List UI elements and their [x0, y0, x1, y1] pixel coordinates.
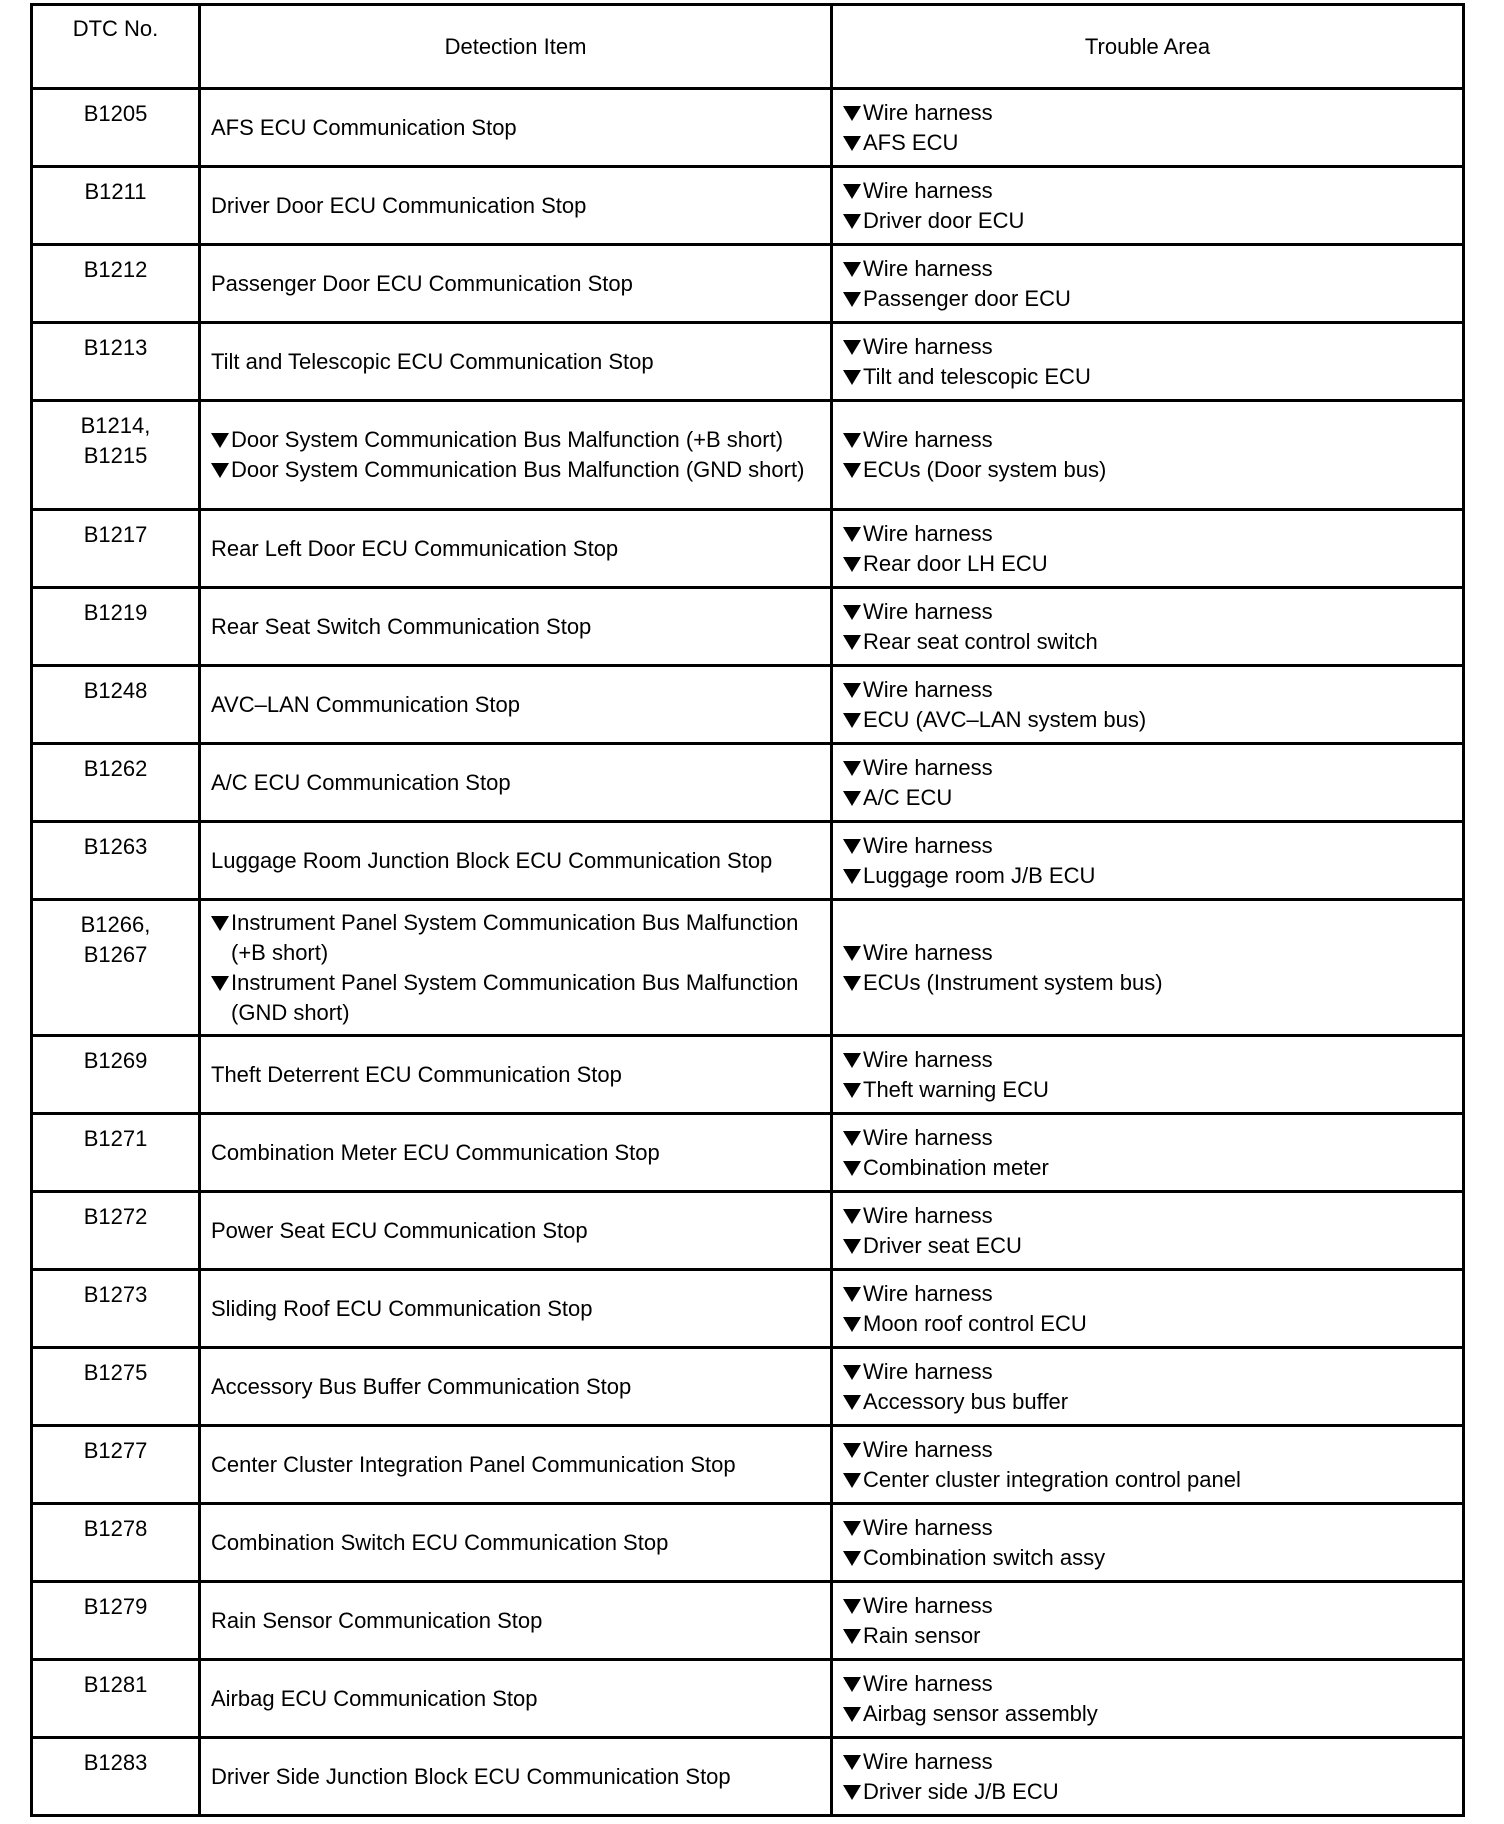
- trouble-area: [843, 98, 1462, 128]
- table-row: [32, 1738, 1464, 1816]
- trouble-area-cell: [832, 1270, 1464, 1348]
- trouble-area: [843, 1543, 1462, 1573]
- trouble-area: [843, 1513, 1462, 1543]
- triangle-bullet-icon: [843, 839, 861, 854]
- table-row: [32, 1270, 1464, 1348]
- trouble-area-text: Wire harness: [863, 1436, 993, 1462]
- trouble-area-text: Airbag sensor assembly: [863, 1700, 1098, 1726]
- trouble-area-cell: [832, 1660, 1464, 1738]
- detection-item: [211, 425, 822, 455]
- trouble-area-cell: [832, 1426, 1464, 1504]
- triangle-bullet-icon: [211, 916, 229, 931]
- dtc-cell: [32, 323, 200, 401]
- triangle-bullet-icon: [843, 946, 861, 961]
- detection-item: Sliding Roof ECU Communication Stop: [211, 1295, 593, 1321]
- trouble-area-text: Wire harness: [863, 427, 993, 452]
- dtc-code: B1214,: [80, 413, 151, 438]
- detection-item-cell: [200, 744, 832, 822]
- trouble-area: [843, 1435, 1462, 1465]
- trouble-area: [843, 362, 1462, 392]
- dtc-code: B1266,: [80, 912, 151, 937]
- triangle-bullet-icon: [843, 605, 861, 620]
- detection-item: Combination Meter ECU Communication Stop: [211, 1139, 660, 1165]
- trouble-area-cell: [832, 744, 1464, 822]
- trouble-area-text: Moon roof control ECU: [863, 1310, 1087, 1336]
- detection-item: Airbag ECU Communication Stop: [211, 1685, 538, 1711]
- trouble-area-cell: [832, 822, 1464, 900]
- trouble-area-text: Wire harness: [863, 1124, 993, 1150]
- trouble-area-cell: [832, 1036, 1464, 1114]
- trouble-area: [843, 783, 1462, 813]
- trouble-area-text: Wire harness: [863, 1280, 993, 1306]
- dtc-cell: [32, 1192, 200, 1270]
- dtc-cell: [32, 167, 200, 245]
- trouble-area: [843, 1669, 1462, 1699]
- triangle-bullet-icon: [843, 1755, 861, 1770]
- trouble-area: [843, 597, 1462, 627]
- detection-item-text: Instrument Panel System Communication Bus Malfunction (+B short): [231, 909, 799, 965]
- trouble-area-cell: [832, 588, 1464, 666]
- dtc-code: B1283: [83, 1750, 148, 1775]
- trouble-area-cell: [832, 900, 1464, 1036]
- detection-item: AFS ECU Communication Stop: [211, 114, 517, 140]
- trouble-area: [843, 455, 1462, 485]
- trouble-area-text: Wire harness: [863, 1514, 993, 1540]
- trouble-area: [843, 1357, 1462, 1387]
- triangle-bullet-icon: [843, 1707, 861, 1722]
- triangle-bullet-icon: [843, 1395, 861, 1410]
- table-row: [32, 588, 1464, 666]
- trouble-area: [843, 425, 1462, 455]
- dtc-cell: [32, 666, 200, 744]
- triangle-bullet-icon: [843, 1053, 861, 1068]
- triangle-bullet-icon: [843, 1365, 861, 1380]
- triangle-bullet-icon: [843, 184, 861, 199]
- detection-item-cell: [200, 167, 832, 245]
- detection-item: A/C ECU Communication Stop: [211, 769, 511, 795]
- detection-item: Driver Door ECU Communication Stop: [211, 192, 587, 218]
- triangle-bullet-icon: [843, 463, 861, 478]
- detection-item: Power Seat ECU Communication Stop: [211, 1217, 588, 1243]
- trouble-area-text: ECUs (Door system bus): [863, 457, 1107, 482]
- trouble-area-text: Combination switch assy: [863, 1544, 1106, 1570]
- trouble-area-cell: [832, 1582, 1464, 1660]
- table-row: [32, 1348, 1464, 1426]
- trouble-area-text: Rear door LH ECU: [863, 550, 1048, 576]
- detection-item: Rear Left Door ECU Communication Stop: [211, 535, 619, 561]
- trouble-area: [843, 519, 1462, 549]
- trouble-area-text: Wire harness: [863, 598, 993, 624]
- detection-item-cell: [200, 1660, 832, 1738]
- detection-item-cell: [200, 1426, 832, 1504]
- trouble-area: [843, 1777, 1462, 1807]
- dtc-code: B1269: [83, 1048, 148, 1073]
- trouble-area: [843, 1747, 1462, 1777]
- dtc-code: B1273: [83, 1282, 148, 1307]
- trouble-area-text: Passenger door ECU: [863, 285, 1071, 311]
- table-row: [32, 1426, 1464, 1504]
- triangle-bullet-icon: [843, 214, 861, 229]
- trouble-area-cell: [832, 666, 1464, 744]
- table-row: [32, 167, 1464, 245]
- trouble-area-cell: [832, 510, 1464, 588]
- triangle-bullet-icon: [843, 433, 861, 448]
- trouble-area-cell: [832, 323, 1464, 401]
- detection-item-cell: [200, 1504, 832, 1582]
- triangle-bullet-icon: [843, 635, 861, 650]
- detection-item: [211, 968, 822, 1028]
- triangle-bullet-icon: [843, 262, 861, 277]
- trouble-area-text: Combination meter: [863, 1154, 1049, 1180]
- triangle-bullet-icon: [843, 1317, 861, 1332]
- triangle-bullet-icon: [843, 1083, 861, 1098]
- table-row: [32, 822, 1464, 900]
- dtc-code: B1277: [83, 1438, 148, 1463]
- detection-item-cell: [200, 1114, 832, 1192]
- trouble-area: [843, 176, 1462, 206]
- trouble-area: [843, 1621, 1462, 1651]
- dtc-code: B1211: [84, 179, 147, 204]
- trouble-area-text: Theft warning ECU: [863, 1076, 1049, 1102]
- detection-item-cell: [200, 1738, 832, 1816]
- triangle-bullet-icon: [211, 976, 229, 991]
- trouble-area-cell: [832, 245, 1464, 323]
- dtc-cell: [32, 510, 200, 588]
- detection-item: Center Cluster Integration Panel Communication Stop: [211, 1451, 736, 1477]
- detection-item: Passenger Door ECU Communication Stop: [211, 270, 633, 296]
- dtc-code: B1262: [83, 756, 148, 781]
- detection-item: [211, 908, 822, 968]
- trouble-area-text: Wire harness: [863, 99, 993, 125]
- dtc-code: B1263: [83, 834, 148, 859]
- dtc-cell: [32, 245, 200, 323]
- detection-item-cell: [200, 588, 832, 666]
- table-row: [32, 744, 1464, 822]
- table-row: [32, 510, 1464, 588]
- trouble-area: [843, 1231, 1462, 1261]
- dtc-cell: [32, 1270, 200, 1348]
- trouble-area: [843, 128, 1462, 158]
- dtc-cell: [32, 1426, 200, 1504]
- dtc-cell: [32, 822, 200, 900]
- detection-item-text: Door System Communication Bus Malfunction (+B short): [231, 427, 784, 452]
- trouble-area: [843, 549, 1462, 579]
- detection-item: Luggage Room Junction Block ECU Communication Stop: [211, 847, 773, 873]
- trouble-area: [843, 332, 1462, 362]
- detection-item-cell: [200, 89, 832, 167]
- triangle-bullet-icon: [843, 370, 861, 385]
- table-row: [32, 1504, 1464, 1582]
- trouble-area-text: Wire harness: [863, 939, 993, 965]
- dtc-cell: [32, 588, 200, 666]
- triangle-bullet-icon: [843, 1131, 861, 1146]
- dtc-code: B1275: [83, 1360, 148, 1385]
- dtc-code: B1272: [83, 1204, 148, 1229]
- trouble-area: [843, 1699, 1462, 1729]
- trouble-area-text: Wire harness: [863, 1670, 993, 1696]
- table-row: [32, 1582, 1464, 1660]
- triangle-bullet-icon: [843, 292, 861, 307]
- dtc-code: B1215: [83, 443, 148, 468]
- trouble-area-text: Wire harness: [863, 676, 993, 702]
- detection-item-cell: [200, 822, 832, 900]
- detection-item: Combination Switch ECU Communication Stop: [211, 1529, 669, 1555]
- triangle-bullet-icon: [843, 1209, 861, 1224]
- header-row: [32, 5, 1464, 89]
- dtc-table: [30, 3, 1465, 1817]
- trouble-area: [843, 675, 1462, 705]
- dtc-cell: [32, 1114, 200, 1192]
- detection-item: Rear Seat Switch Communication Stop: [211, 613, 592, 639]
- triangle-bullet-icon: [843, 136, 861, 151]
- dtc-code: B1279: [83, 1594, 148, 1619]
- detection-item-cell: [200, 1036, 832, 1114]
- trouble-area-text: Center cluster integration control panel: [863, 1466, 1241, 1492]
- triangle-bullet-icon: [843, 1239, 861, 1254]
- table-row: [32, 89, 1464, 167]
- dtc-cell: [32, 1036, 200, 1114]
- trouble-area-text: ECU (AVC–LAN system bus): [863, 706, 1147, 732]
- trouble-area: [843, 627, 1462, 657]
- trouble-area-cell: [832, 1192, 1464, 1270]
- table-row: [32, 323, 1464, 401]
- trouble-area-cell: [832, 167, 1464, 245]
- dtc-code: B1271: [83, 1126, 148, 1151]
- dtc-code: B1278: [83, 1516, 148, 1541]
- trouble-area-text: Wire harness: [863, 1358, 993, 1384]
- triangle-bullet-icon: [843, 683, 861, 698]
- trouble-area-text: Wire harness: [863, 832, 993, 858]
- dtc-cell: [32, 1504, 200, 1582]
- trouble-area-text: Wire harness: [863, 177, 993, 203]
- trouble-area-text: Wire harness: [863, 1046, 993, 1072]
- trouble-area-text: Rain sensor: [863, 1622, 981, 1648]
- detection-item-cell: [200, 1192, 832, 1270]
- table-body: [32, 89, 1464, 1816]
- trouble-area: [843, 1387, 1462, 1417]
- trouble-area-text: Wire harness: [863, 520, 993, 546]
- table-row: [32, 1192, 1464, 1270]
- trouble-area: [843, 1465, 1462, 1495]
- table-row: [32, 245, 1464, 323]
- trouble-area-text: Luggage room J/B ECU: [863, 862, 1096, 888]
- detection-item: AVC–LAN Communication Stop: [211, 691, 520, 717]
- trouble-area-cell: [832, 401, 1464, 510]
- detection-item-cell: [200, 1582, 832, 1660]
- trouble-area-text: Wire harness: [863, 1202, 993, 1228]
- trouble-area-text: Wire harness: [863, 333, 993, 359]
- trouble-area: [843, 254, 1462, 284]
- triangle-bullet-icon: [843, 1551, 861, 1566]
- dtc-code: B1213: [83, 335, 148, 360]
- dtc-code: B1217: [83, 522, 148, 547]
- detection-item: Theft Deterrent ECU Communication Stop: [211, 1061, 622, 1087]
- trouble-area-text: Accessory bus buffer: [863, 1388, 1069, 1414]
- detection-item-cell: [200, 1348, 832, 1426]
- dtc-cell: [32, 900, 200, 1036]
- table-row: [32, 900, 1464, 1036]
- triangle-bullet-icon: [843, 1287, 861, 1302]
- trouble-area: [843, 284, 1462, 314]
- detection-item: Rain Sensor Communication Stop: [211, 1607, 543, 1633]
- triangle-bullet-icon: [843, 1161, 861, 1176]
- header-dtc-no: DTC No.: [32, 5, 200, 89]
- trouble-area: [843, 1075, 1462, 1105]
- triangle-bullet-icon: [843, 791, 861, 806]
- detection-item-cell: [200, 510, 832, 588]
- triangle-bullet-icon: [843, 1443, 861, 1458]
- trouble-area-text: AFS ECU: [863, 129, 959, 155]
- detection-item-cell: [200, 401, 832, 510]
- trouble-area: [843, 1309, 1462, 1339]
- trouble-area: [843, 968, 1462, 998]
- table-row: [32, 1036, 1464, 1114]
- trouble-area: [843, 705, 1462, 735]
- dtc-code: B1248: [83, 678, 148, 703]
- triangle-bullet-icon: [211, 463, 229, 478]
- trouble-area: [843, 831, 1462, 861]
- triangle-bullet-icon: [843, 1473, 861, 1488]
- dtc-code: B1267: [83, 942, 148, 967]
- detection-item: Driver Side Junction Block ECU Communication Stop: [211, 1763, 731, 1789]
- header-detection-item: Detection Item: [200, 5, 832, 89]
- trouble-area-text: Rear seat control switch: [863, 628, 1098, 654]
- triangle-bullet-icon: [843, 527, 861, 542]
- trouble-area: [843, 753, 1462, 783]
- detection-item-cell: [200, 1270, 832, 1348]
- trouble-area-text: Tilt and telescopic ECU: [863, 363, 1091, 389]
- table-header: [32, 5, 1464, 89]
- triangle-bullet-icon: [843, 1521, 861, 1536]
- trouble-area: [843, 938, 1462, 968]
- trouble-area-text: Wire harness: [863, 255, 993, 281]
- trouble-area-cell: [832, 1504, 1464, 1582]
- triangle-bullet-icon: [843, 1599, 861, 1614]
- trouble-area-cell: [832, 1348, 1464, 1426]
- detection-item-text: Door System Communication Bus Malfunction (GND short): [231, 457, 805, 482]
- trouble-area-text: Driver door ECU: [863, 207, 1025, 233]
- trouble-area: [843, 1201, 1462, 1231]
- table-row: [32, 1114, 1464, 1192]
- detection-item: Accessory Bus Buffer Communication Stop: [211, 1373, 632, 1399]
- dtc-cell: [32, 1582, 200, 1660]
- dtc-code: B1281: [83, 1672, 148, 1697]
- triangle-bullet-icon: [843, 713, 861, 728]
- trouble-area-text: Wire harness: [863, 754, 993, 780]
- dtc-cell: [32, 401, 200, 510]
- detection-item-cell: [200, 245, 832, 323]
- triangle-bullet-icon: [843, 1629, 861, 1644]
- trouble-area: [843, 1045, 1462, 1075]
- trouble-area: [843, 861, 1462, 891]
- dtc-code: B1219: [83, 600, 148, 625]
- triangle-bullet-icon: [211, 433, 229, 448]
- triangle-bullet-icon: [843, 106, 861, 121]
- table-row: [32, 401, 1464, 510]
- trouble-area: [843, 1153, 1462, 1183]
- triangle-bullet-icon: [843, 340, 861, 355]
- triangle-bullet-icon: [843, 557, 861, 572]
- trouble-area-cell: [832, 1738, 1464, 1816]
- detection-item-cell: [200, 323, 832, 401]
- trouble-area-cell: [832, 89, 1464, 167]
- trouble-area: [843, 1279, 1462, 1309]
- dtc-code: B1212: [83, 257, 148, 282]
- trouble-area-text: A/C ECU: [863, 784, 953, 810]
- trouble-area-text: Driver side J/B ECU: [863, 1778, 1059, 1804]
- triangle-bullet-icon: [843, 1785, 861, 1800]
- trouble-area: [843, 206, 1462, 236]
- trouble-area: [843, 1123, 1462, 1153]
- triangle-bullet-icon: [843, 761, 861, 776]
- trouble-area-text: Wire harness: [863, 1592, 993, 1618]
- header-trouble-area: Trouble Area: [832, 5, 1464, 89]
- detection-item: Tilt and Telescopic ECU Communication Stop: [211, 348, 654, 374]
- detection-item-cell: [200, 666, 832, 744]
- trouble-area-text: Driver seat ECU: [863, 1232, 1022, 1258]
- trouble-area: [843, 1591, 1462, 1621]
- detection-item: [211, 455, 822, 485]
- trouble-area-text: Wire harness: [863, 1748, 993, 1774]
- dtc-cell: [32, 1660, 200, 1738]
- detection-item-text: Instrument Panel System Communication Bus Malfunction (GND short): [231, 969, 799, 1025]
- triangle-bullet-icon: [843, 1677, 861, 1692]
- detection-item-cell: [200, 900, 832, 1036]
- trouble-area-text: ECUs (Instrument system bus): [863, 969, 1163, 995]
- triangle-bullet-icon: [843, 976, 861, 991]
- dtc-cell: [32, 89, 200, 167]
- table-row: [32, 666, 1464, 744]
- triangle-bullet-icon: [843, 869, 861, 884]
- dtc-cell: [32, 1348, 200, 1426]
- dtc-code: B1205: [83, 101, 148, 126]
- dtc-cell: [32, 744, 200, 822]
- dtc-cell: [32, 1738, 200, 1816]
- table-row: [32, 1660, 1464, 1738]
- trouble-area-cell: [832, 1114, 1464, 1192]
